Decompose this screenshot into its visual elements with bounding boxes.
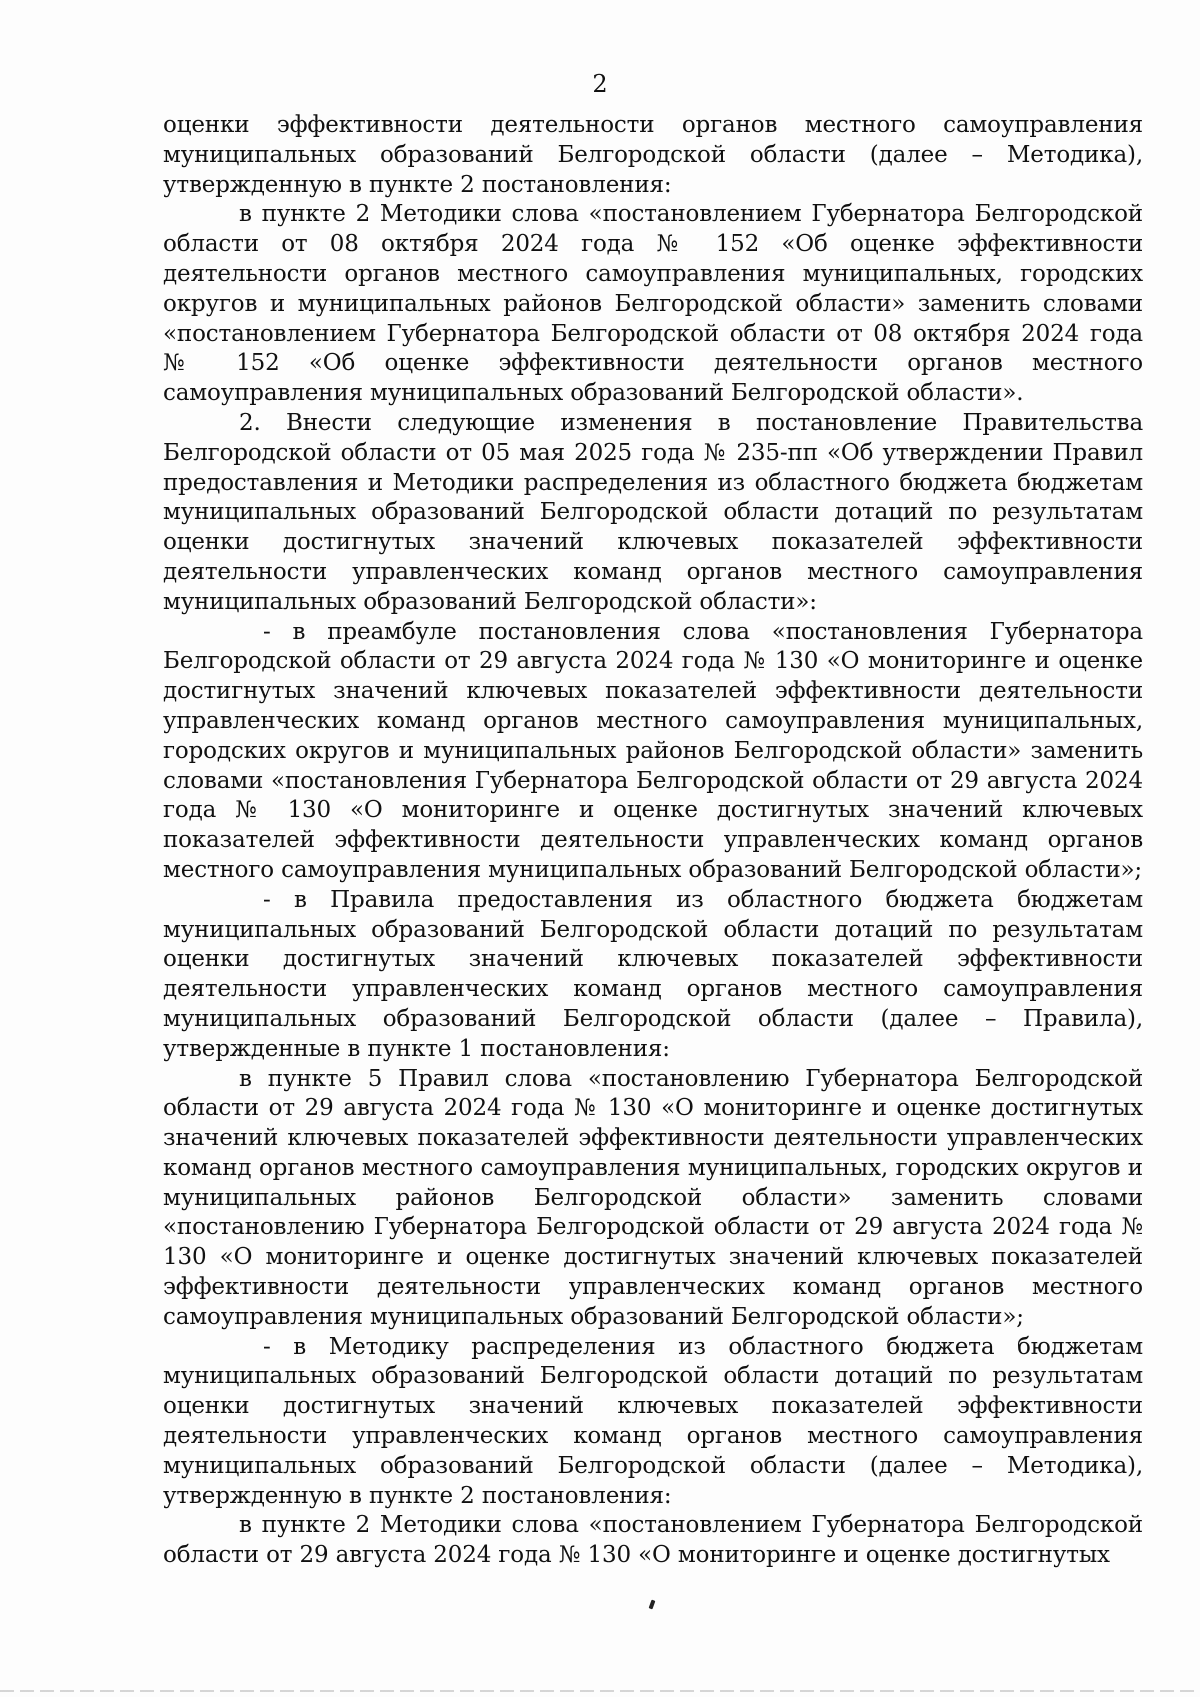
paragraph-methodology-change: - в Методику распределения из областного бюджета бюджетам муниципальных образований Белгородской области дотаций по результатам оценки достигнутых значений ключевых показателей эффективности деятельности управленческих команд органов местного самоуправления муниципальных образований Белгородской области (далее – Методика), утвержденную в пункте 2 постановления: xyxy=(163,1333,1143,1509)
paragraph-continuation: оценки эффективности деятельности органов местного самоуправления муниципальных образований Белгородской области (далее – Методика), утвержденную в пункте 2 постановления: xyxy=(163,112,1143,198)
page-number: 2 xyxy=(592,70,608,98)
paragraph-rules-change: - в Правила предоставления из областного бюджета бюджетам муниципальных образований Белгородской области дотаций по результатам оценки достигнутых значений ключевых показателей эффективности деятельности управленческих команд органов местного самоуправления муниципальных образований Белгородской области (далее – Правила), утвержденные в пункте 1 постановления: xyxy=(163,886,1143,1062)
paragraph-item-2-amendments: 2. Внести следующие изменения в постановление Правительства Белгородской области от 05 мая 2025 года № 235-пп «Об утверждении Правил предоставления и Методики распределения из областного бюджета бюджетам муниципальных образований Белгородской области дотаций по результатам оценки достигнутых значений ключевых показателей эффективности деятельности управленческих команд органов местного самоуправления муниципальных образований Белгородской области»: xyxy=(163,409,1143,615)
paragraph-methodology-clause-152: в пункте 2 Методики слова «постановлением Губернатора Белгородской области от 08 октября 2024 года № 152 «Об оценке эффективности деятельности органов местного самоуправления муниципальных, городских округов и муниципальных районов Белгородской области» заменить словами «постановлением Губернатора Белгородской области от 08 октября 2024 года № 152 «Об оценке эффективности деятельности органов местного самоуправления муниципальных образований Белгородской области». xyxy=(163,201,1143,407)
paragraph-rules-clause-5: в пункте 5 Правил слова «постановлению Губернатора Белгородской области от 29 августа 2024 года № 130 «О мониторинге и оценке достигнутых значений ключевых показателей эффективности деятельности управленческих команд органов местного самоуправления муниципальных, городских округов и муниципальных районов Белгородской области» заменить словами «постановлению Губернатора Белгородской области от 29 августа 2024 года № 130 «О мониторинге и оценке достигнутых значений ключевых показателей эффективности деятельности управленческих команд органов местного самоуправления муниципальных образований Белгородской области»; xyxy=(163,1065,1143,1330)
paragraph-preamble-change: - в преамбуле постановления слова «постановления Губернатора Белгородской области от 29 августа 2024 года № 130 «О мониторинге и оценке достигнутых значений ключевых показателей эффективности деятельности управленческих команд органов местного самоуправления муниципальных, городских округов и муниципальных районов Белгородской области» заменить словами «постановления Губернатора Белгородской области от 29 августа 2024 года № 130 «О мониторинге и оценке достигнутых значений ключевых показателей эффективности деятельности управленческих команд органов местного самоуправления муниципальных образований Белгородской области»; xyxy=(163,618,1143,883)
scan-edge-line xyxy=(0,1690,1200,1692)
scan-mark xyxy=(649,1600,656,1610)
paragraph-methodology-clause-2: в пункте 2 Методики слова «постановлением Губернатора Белгородской области от 29 августа 2024 года № 130 «О мониторинге и оценке достигнутых xyxy=(163,1512,1143,1569)
document-body xyxy=(163,111,1143,1571)
